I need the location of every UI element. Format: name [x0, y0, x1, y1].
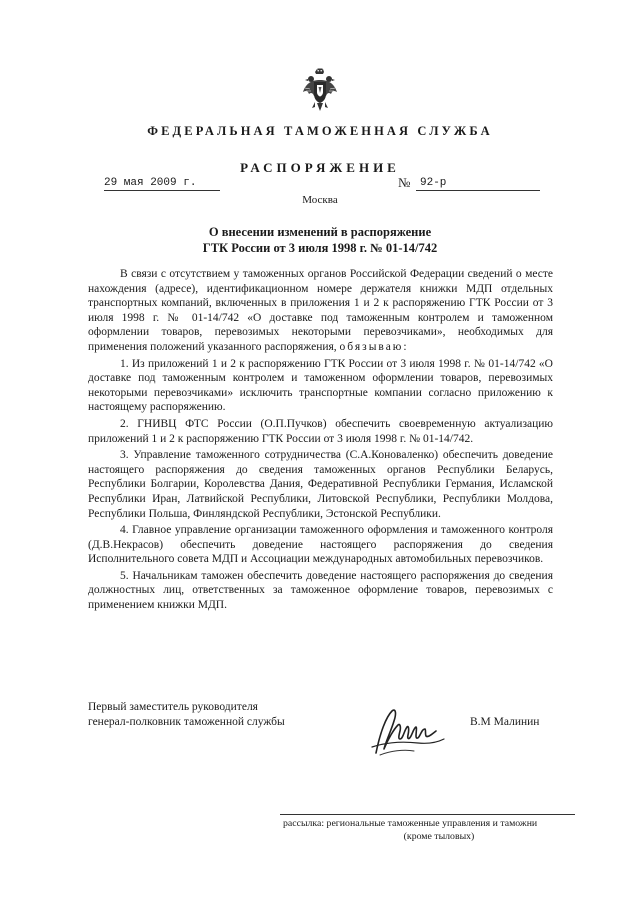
- title-line-1: О внесении изменений в распоряжение: [208, 225, 432, 239]
- signer-name: В.М Малинин: [470, 716, 540, 728]
- point-1: 1. Из приложений 1 и 2 к распоряжению ГТК России от 3 июля 1998 г. № 01-14/742 «О доставке под таможенным контролем и таможенном оформлении товаров, перевозимых некоторыми перевозчиками» исключить транспортные компании согласно приложению к настоящему распоряжению.: [88, 357, 553, 414]
- document-number: 92-р: [416, 177, 540, 191]
- distribution-list: [283, 817, 575, 843]
- document-type: РАСПОРЯЖЕНИЕ: [240, 160, 400, 175]
- preamble-paragraph: [88, 267, 553, 355]
- distribution-divider: [280, 814, 575, 815]
- signer-position-line-1: Первый заместитель руководителя: [88, 701, 258, 713]
- coat-of-arms-emblem-icon: [302, 68, 338, 112]
- title-line-2: ГТК России от 3 июля 1998 г. № 01-14/742: [202, 241, 438, 255]
- point-3: 3. Управление таможенного сотрудничества (С.А.Коноваленко) обеспечить доведение настоящего распоряжения до сведения таможенных органов Республики Беларусь, Республики Болгарии, Королевства Дания, Федеративной Республики Германия, Исламской Республики Иран, Латвийской Республики, Литовской Республики, Республики Молдова, Республики Польша, Финляндской Республики, Эстонской Республики.: [88, 449, 553, 520]
- issue-city: Москва: [302, 194, 338, 206]
- obligation-word: обязываю:: [339, 340, 409, 353]
- number-sign: №: [398, 175, 411, 190]
- point-2: 2. ГНИВЦ ФТС России (О.П.Пучков) обеспечить своевременную актуализацию приложений 1 и 2 к распоряжению ГТК России от 3 июля 1998 г. № 01-14/742.: [88, 417, 553, 445]
- distribution-line-2: (кроме тыловых): [403, 831, 475, 842]
- signer-position: [88, 700, 285, 730]
- agency-name: ФЕДЕРАЛЬНАЯ ТАМОЖЕННАЯ СЛУЖБА: [147, 124, 493, 138]
- distribution-line-1: рассылка: региональные таможенные управления и таможни: [283, 818, 538, 829]
- point-4: 4. Главное управление организации таможенного оформления и таможенного контроля (Д.В.Некрасов) обеспечить доведение настоящего распоряжения до сведения Исполнительного совета МДП и Ассоциации международных автомобильных перевозчиков.: [88, 524, 553, 566]
- document-body: [88, 267, 553, 615]
- signer-position-line-2: генерал-полковник таможенной службы: [88, 716, 285, 728]
- point-5: 5. Начальникам таможен обеспечить доведение настоящего распоряжения до сведения должностных лиц, ответственных за таможенное оформление товаров, перевозимых с применением книжки МДП.: [88, 569, 553, 612]
- preamble-text: В связи с отсутствием у таможенных органов Российской Федерации сведений о месте нахождения (адресе), идентификационном номере держателя книжки МДП отдельных транспортных компаний, включенных в приложения 1 и 2 к распоряжению ГТК России от 3 июля 1998 г. № 01-14/742 «О доставке под таможенным контролем и таможенном оформлении товаров, перевозимых некоторыми перевозчиками», необходимых для применения положений указанного распоряжения,: [88, 268, 553, 353]
- document-date: 29 мая 2009 г.: [104, 177, 220, 191]
- document-title: [0, 224, 640, 256]
- handwritten-signature: [370, 703, 448, 761]
